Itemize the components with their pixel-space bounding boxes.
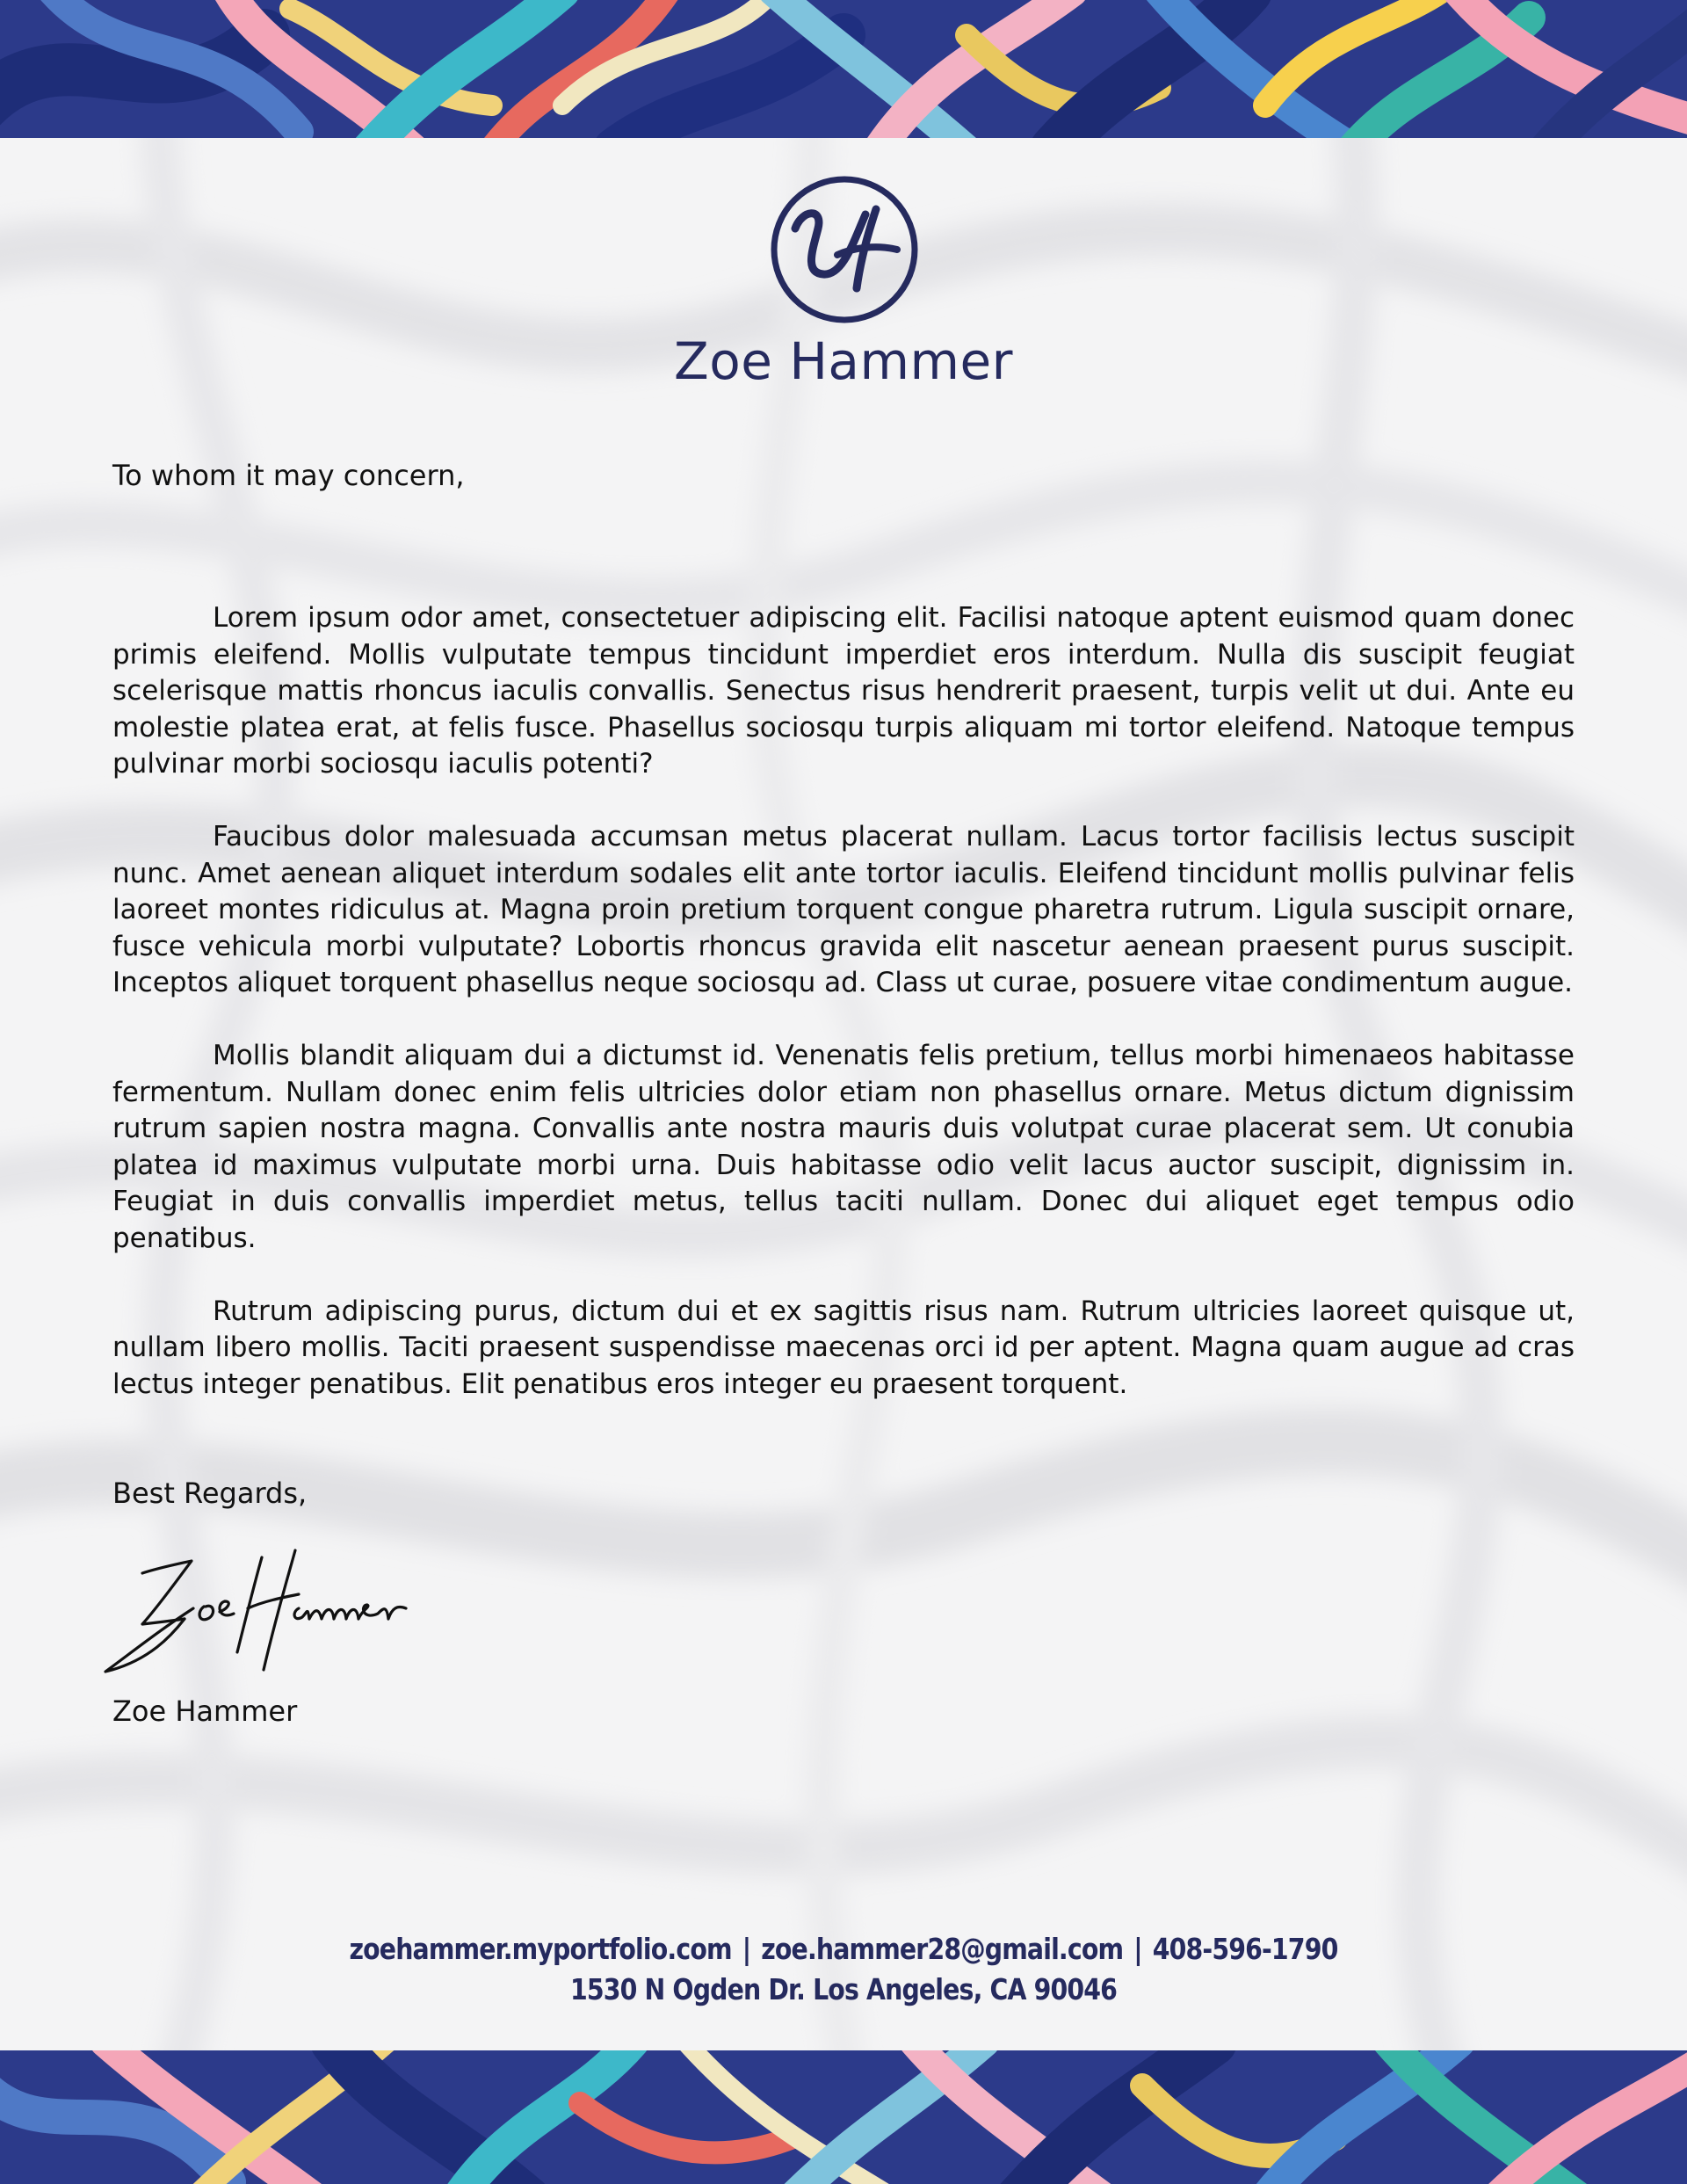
letter-greeting: To whom it may concern, — [112, 459, 465, 492]
website-link[interactable]: zoehammer.myportfolio.com — [349, 1932, 732, 1966]
mailing-address: 1530 N Ogden Dr. Los Angeles, CA 90046 — [569, 1972, 1118, 2006]
contact-footer — [118, 1929, 1568, 2010]
separator: | — [742, 1932, 751, 1966]
letter-paragraph: Mollis blandit aliquam dui a dictumst id. Venenatis felis pretium, tellus morbi himenaeos habitasse fermentum. Nullam donec enim felis ultricies dolor etiam non phasellus ornare. Metus dictum dignissim rutrum sapien nostra magna. Convallis ante nostra mauris duis volutpat curae placerat sem. Ut conubia platea id maximus vulputate morbi urna. Duis habitasse odio velit lacus auctor suscipit, dignissim in. Feugiat in duis convallis imperdiet metus, tellus taciti nullam. Donec dui aliquet eget tempus odio penatibus. — [112, 1040, 1575, 1254]
email-link[interactable]: zoe.hammer28@gmail.com — [761, 1932, 1124, 1966]
letter-paragraph: Rutrum adipiscing purus, dictum dui et ex sagittis risus nam. Rutrum ultricies laoreet quisque ut, nullam libero mollis. Taciti praesent suspendisse maecenas orci id per aptent. Magna quam augue ad cras lectus integer penatibus. Elit penatibus eros integer eu praesent torquent. — [112, 1295, 1575, 1400]
signer-name: Zoe Hammer — [112, 1694, 298, 1728]
contact-line — [118, 1929, 1568, 1970]
letter-body — [112, 600, 1575, 1440]
brand-name: Zoe Hammer — [673, 331, 1014, 391]
phone-number[interactable]: 408-596-1790 — [1152, 1932, 1338, 1966]
handwritten-signature — [88, 1520, 492, 1679]
letter-paragraph: Lorem ipsum odor amet, consectetuer adipiscing elit. Facilisi natoque aptent euismod quam donec primis eleifend. Mollis vulputate tempus tincidunt imperdiet eros interdum. Nulla dis suscipit feugiat scelerisque mattis rhoncus iaculis convallis. Senectus risus hendrerit praesent, turpis velit ut dui. Ante eu molestie platea erat, at felis fusce. Phasellus sociosqu turpis aliquam mi tortor eleifend. Natoque tempus pulvinar morbi sociosqu iaculis potenti? — [112, 602, 1575, 780]
separator: | — [1133, 1932, 1142, 1966]
letter-closing: Best Regards, — [112, 1477, 308, 1510]
letter-paragraph: Faucibus dolor malesuada accumsan metus placerat nullam. Lacus tortor facilisis lectus suscipit nunc. Amet aenean aliquet interdum sodales elit ante tortor iaculis. Eleifend tincidunt mollis pulvinar felis laoreet montes ridiculus at. Magna proin pretium torquent congue pharetra rutrum. Ligula suscipit ornare, fusce vehicula morbi vulputate? Lobortis rhoncus gravida elit nascetur aenean praesent purus suscipit. Inceptos aliquet torquent phasellus neque sociosqu ad. Class ut curae, posuere vitae condimentum augue. — [112, 821, 1575, 998]
zh-monogram-circle-icon — [769, 174, 920, 325]
